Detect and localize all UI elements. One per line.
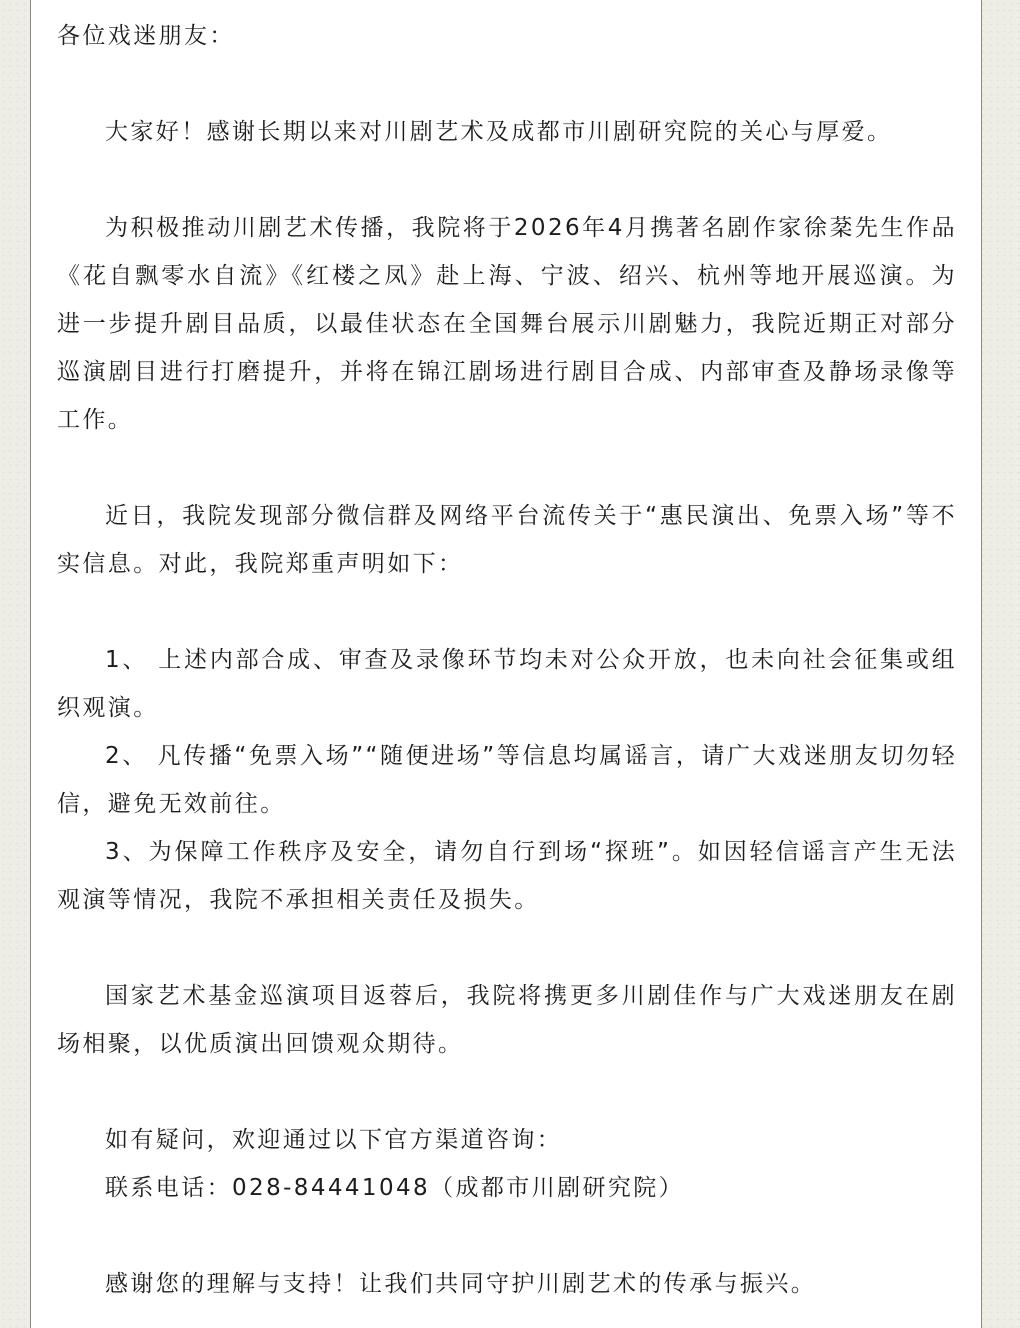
contact-prompt: 如有疑问，欢迎通过以下官方渠道咨询： (105, 1127, 563, 1153)
paragraph-spacer (57, 60, 957, 108)
statement-point-3: 3、为保障工作秩序及安全，请勿自行到场“探班”。如因轻信谣言产生无法观演等情况，我院不承担相关责任及损失。 (57, 839, 957, 913)
notice-body (57, 12, 957, 1308)
salutation: 各位戏迷朋友： (57, 23, 235, 49)
notice-panel (30, 0, 982, 1328)
paragraph-spacer (57, 588, 957, 636)
contact-phone: 联系电话：028-84441048（成都市川剧研究院） (105, 1175, 685, 1201)
tour-intro-paragraph: 为积极推动川剧艺术传播，我院将于2026年4月携著名剧作家徐棻先生作品《花自飘零水自流》《红楼之凤》赴上海、宁波、绍兴、杭州等地开展巡演。为进一步提升剧目品质，以最佳状态在全国舞台展示川剧魅力，我院近期正对部分巡演剧目进行打磨提升，并将在锦江剧场进行剧目合成、内部审查及静场录像等工作。 (57, 215, 957, 433)
statement-point-1: 1、 上述内部合成、审查及录像环节均未对公众开放，也未向社会征集或组织观演。 (57, 647, 957, 721)
greeting-paragraph: 大家好！感谢长期以来对川剧艺术及成都市川剧研究院的关心与厚爱。 (105, 119, 893, 145)
closing-paragraph: 感谢您的理解与支持！让我们共同守护川剧艺术的传承与振兴。 (105, 1271, 817, 1297)
return-paragraph: 国家艺术基金巡演项目返蓉后，我院将携更多川剧佳作与广大戏迷朋友在剧场相聚，以优质演出回馈观众期待。 (57, 983, 957, 1057)
rumor-paragraph: 近日，我院发现部分微信群及网络平台流传关于“惠民演出、免票入场”等不实信息。对此，我院郑重声明如下： (57, 503, 957, 577)
paragraph-spacer (57, 1212, 957, 1260)
paragraph-spacer (57, 1068, 957, 1116)
paragraph-spacer (57, 924, 957, 972)
paragraph-spacer (57, 156, 957, 204)
statement-point-2: 2、 凡传播“免票入场”“随便进场”等信息均属谣言，请广大戏迷朋友切勿轻信，避免无效前往。 (57, 743, 957, 817)
paragraph-spacer (57, 444, 957, 492)
